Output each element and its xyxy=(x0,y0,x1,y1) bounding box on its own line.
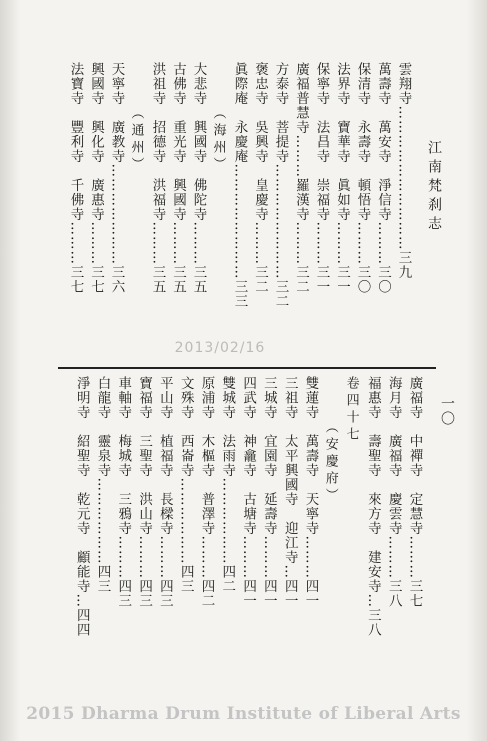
bottom-column-14: 寶福寺 三聖寺 洪山寺………四三 xyxy=(136,376,153,608)
top-column-13: 洪祖寺 招德寺 洪福寺………三五 xyxy=(149,62,166,294)
bottom-column-11: 原浦寺 木樞寺 普澤寺………四二 xyxy=(198,376,215,608)
top-column-10: （海州） xyxy=(210,106,226,174)
top-column-4: 法界寺 寶華寺 眞如寺………三一 xyxy=(334,62,350,294)
top-column-14: （通州） xyxy=(128,106,144,174)
bottom-column-5: （安慶府） xyxy=(322,420,338,505)
bottom-column-13: 平山寺 植福寺 長樑寺………四三 xyxy=(156,376,173,608)
bottom-column-16: 白龍寺 靈泉寺………………四三 xyxy=(94,376,111,594)
top-column-17: 法寶寺 豐利寺 千佛寺………三七 xyxy=(67,62,84,294)
bottom-column-8: 三城寺 宜園寺 延壽寺………四一 xyxy=(260,376,277,608)
date-stamp: 2013/02/16 xyxy=(174,340,266,356)
bottom-column-7: 三祖寺 太平興國寺 迎江寺…四一 xyxy=(281,376,298,608)
bottom-column-17: 淨明寺 紹聖寺 乾元寺 顧能寺…四四 xyxy=(73,376,90,637)
top-column-7: 方泰寺 菩提寺……………………三二 xyxy=(272,62,289,309)
bottom-column-10: 雙城寺 法雨寺………………四二 xyxy=(219,376,236,594)
section-divider xyxy=(58,367,436,369)
top-column-3: 保清寺 永壽寺 頓悟寺………三〇 xyxy=(354,62,371,294)
top-column-1: 雲翔寺…………………………三九 xyxy=(395,62,412,280)
bottom-column-2: 海月寺 廣福寺 慶雲寺………三八 xyxy=(385,376,402,608)
top-column-6: 廣福普慧寺………羅漢寺………三二 xyxy=(293,62,309,294)
bottom-column-3: 福惠寺 壽聖寺 來方寺 建安寺…三八 xyxy=(364,376,381,637)
bottom-column-9: 四武寺 神龕寺 古塘寺………四一 xyxy=(240,376,257,608)
bottom-column-4: 卷四十七 xyxy=(343,376,359,444)
top-column-15: 天寧寺 廣教寺…………………三六 xyxy=(108,62,125,294)
scan-shadow-left xyxy=(0,0,20,741)
bottom-column-1: 廣福寺 中禪寺 定慧寺………三七 xyxy=(406,376,423,608)
running-title: 江南梵刹志 xyxy=(426,140,442,235)
page-number: 一〇 xyxy=(439,396,455,426)
bottom-column-6: 雙蓮寺 萬壽寺 天寧寺………四一 xyxy=(302,376,319,608)
top-column-12: 古佛寺 重光寺 興國寺………三五 xyxy=(170,62,186,294)
top-column-2: 萬壽寺 萬安寺 淨信寺………三〇 xyxy=(375,62,391,294)
bottom-column-12: 文殊寺 西崙寺………………四三 xyxy=(177,376,194,594)
top-column-16: 興國寺 興化寺 廣惠寺………三七 xyxy=(88,62,104,294)
top-column-9: 眞際庵 永慶庵……………………三三 xyxy=(231,62,248,309)
bottom-column-15: 車軸寺 梅城寺 三鴉寺………四三 xyxy=(115,376,132,608)
watermark-footer: 2015 Dharma Drum Institute of Liberal Arts xyxy=(26,704,461,724)
scan-shadow-right xyxy=(467,0,487,741)
top-column-11: 大悲寺 興國寺 佛陀寺………三五 xyxy=(190,62,207,294)
top-column-5: 保寧寺 法昌寺 崇福寺………三一 xyxy=(313,62,330,294)
top-column-8: 褒忠寺 吳興寺 皇慶寺………三二 xyxy=(252,62,268,294)
